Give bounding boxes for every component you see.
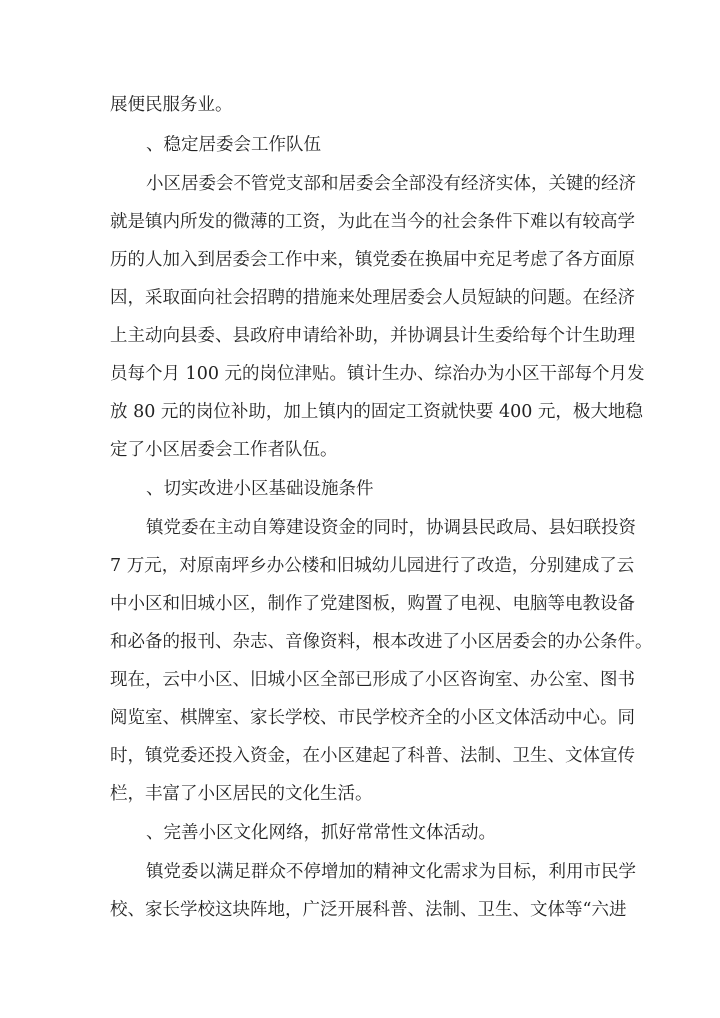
text-line: 因，采取面向社会招聘的措施来处理居委会人员短缺的问题。在经济	[110, 288, 635, 308]
text-line: 7 万元，对原南坪乡办公楼和旧城幼儿园进行了改造，分别建成了云	[110, 556, 635, 576]
text-line: 中小区和旧城小区，制作了党建图板，购置了电视、电脑等电教设备	[110, 594, 635, 614]
text-line: 定了小区居委会工作者队伍。	[110, 440, 338, 460]
text-line: 时，镇党委还投入资金，在小区建起了科普、法制、卫生、文体宣传	[110, 746, 635, 766]
text-line: 镇党委以满足群众不停增加的精神文化需求为目标，利用市民学	[146, 862, 636, 882]
text-line: 校、家长学校这块阵地，广泛开展科普、法制、卫生、文体等“六进	[110, 900, 627, 920]
text-line: 就是镇内所发的微薄的工资，为此在当今的社会条件下难以有较高学	[110, 212, 635, 232]
text-line: 和必备的报刊、杂志、音像资料，根本改进了小区居委会的办公条件。	[110, 632, 653, 652]
text-line: 小区居委会不管党支部和居委会全部没有经济实体，关键的经济	[146, 174, 636, 194]
section-heading: 、完善小区文化网络，抓好常常性文体活动。	[146, 823, 496, 843]
text-line: 上主动向县委、县政府申请给补助，并协调县计生委给每个计生助理	[110, 326, 635, 346]
section-heading: 、稳定居委会工作队伍	[146, 135, 321, 155]
text-line: 展便民服务业。	[110, 95, 233, 115]
text-line: 放 80 元的岗位补助，加上镇内的固定工资就快要 400 元，极大地稳	[110, 402, 643, 422]
text-line: 栏，丰富了小区居民的文化生活。	[110, 784, 373, 804]
section-heading: 、切实改进小区基础设施条件	[146, 479, 374, 499]
text-line: 镇党委在主动自筹建设资金的同时，协调县民政局、县妇联投资	[146, 518, 636, 538]
text-line: 现在，云中小区、旧城小区全部已形成了小区咨询室、办公室、图书	[110, 670, 635, 690]
text-line: 阅览室、棋牌室、家长学校、市民学校齐全的小区文体活动中心。同	[110, 708, 635, 728]
text-line: 员每个月 100 元的岗位津贴。镇计生办、综治办为小区干部每个月发	[110, 364, 645, 384]
text-line: 历的人加入到居委会工作中来，镇党委在换届中充足考虑了各方面原	[110, 250, 635, 270]
